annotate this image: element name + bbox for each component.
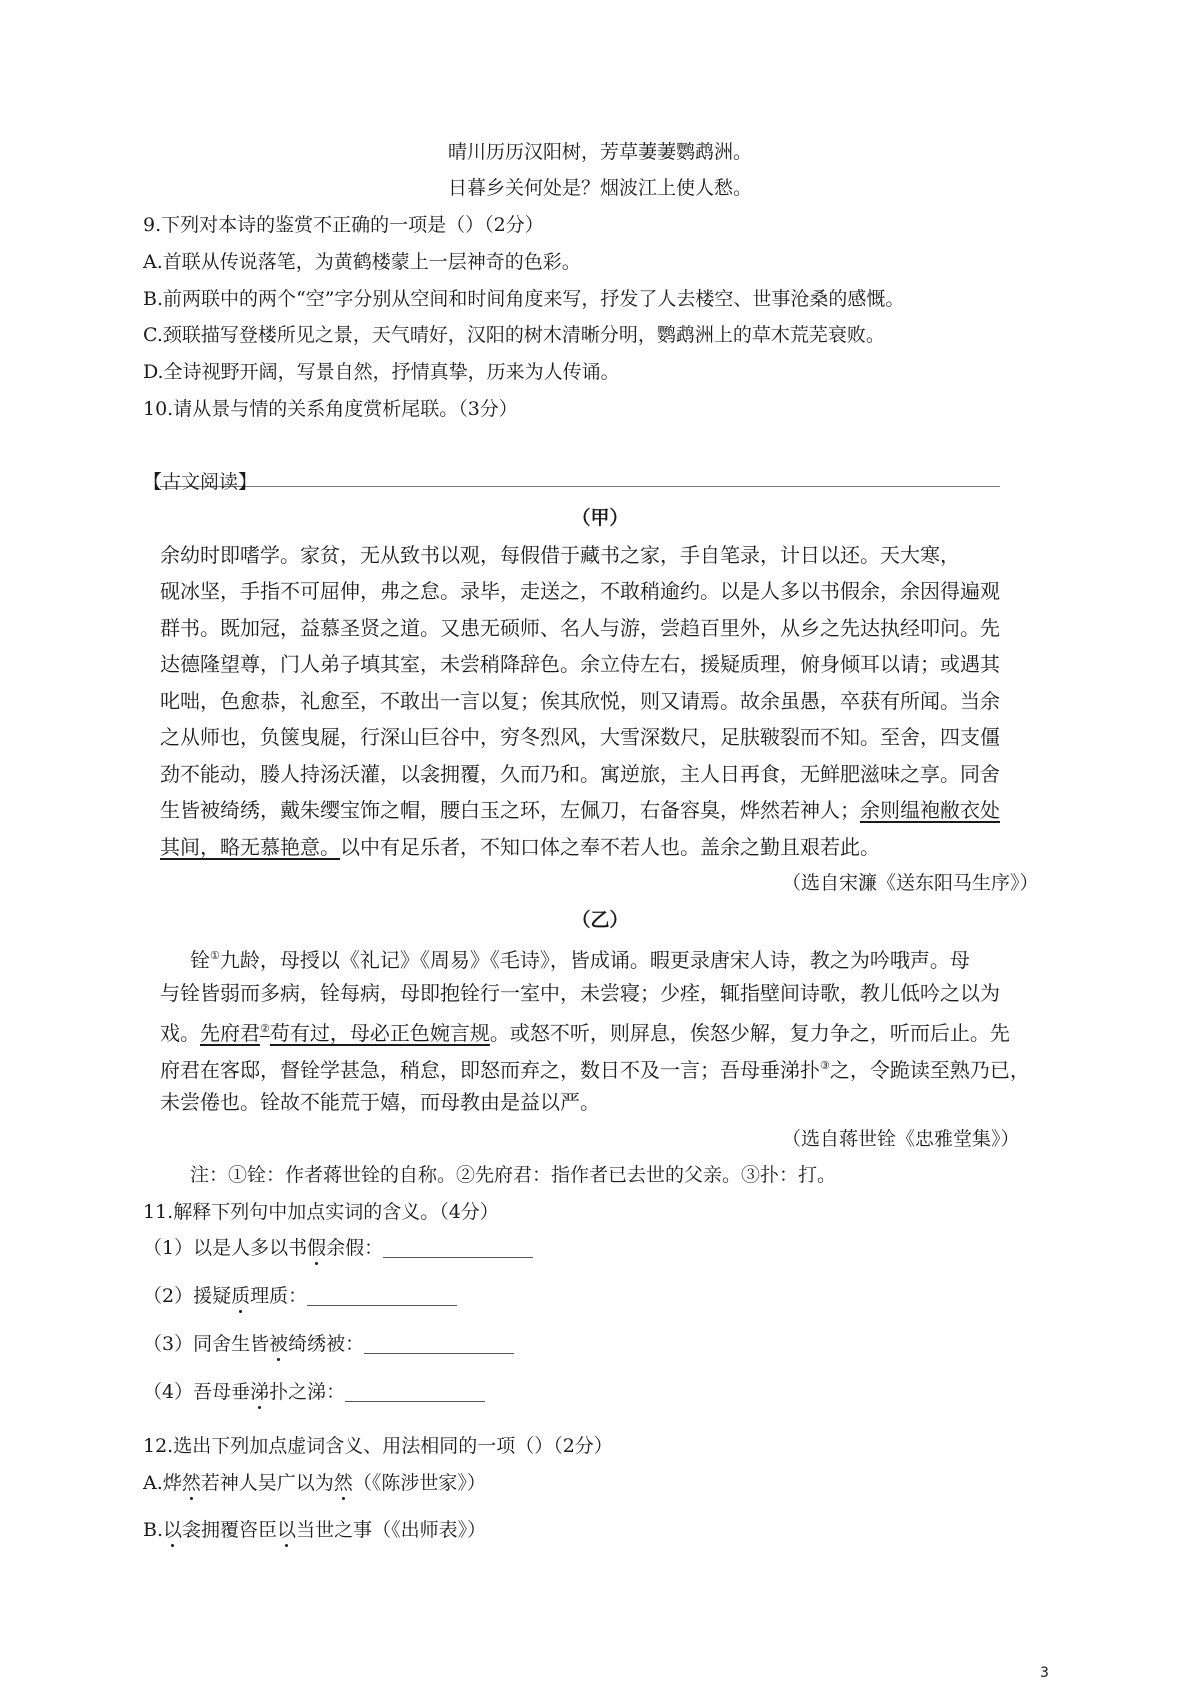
jia-line: 之从师也，负箧曳屣，行深山巨谷中，穷冬烈风，大雪深数尺，足肤皲裂而不知。至舍，四支僵 [160,725,1000,749]
yi-line [190,943,970,973]
q12-option-text: （《陈涉世家》） [352,1472,486,1494]
q11-item-answer-label: 假： [345,1237,384,1259]
jia-source: （选自宋濂《送东阳马生序》） [782,872,1039,894]
q9-stem: 9.下列对本诗的鉴赏不正确的一项是（）（2分） [143,214,544,236]
jia-line: 劲不能动，媵人持汤沃灌，以衾拥覆，久而乃和。寓逆旅，主人日再食，无鲜肥滋味之享。同舍 [160,762,1000,786]
yi-line [160,1016,1010,1046]
jia-line-underlined [160,797,1000,823]
yi-l3-underlined-1: 先府君 [200,1021,260,1045]
dotted-word: 涕 [250,1381,270,1403]
yi-source: （选自蒋世铨《忠雅堂集》） [782,1128,1020,1150]
q9-option-c: C.颈联描写登楼所见之景，天气晴好，汉阳的树木清晰分明，鹦鹉洲上的草木荒芜衰败。 [143,324,885,346]
q12-option-a [143,1470,486,1496]
q9-option-d: D.全诗视野开阔，写景自然，抒情真挚，历来为人传诵。 [143,361,620,383]
q11-item [143,1331,514,1357]
yi-l1-b: 九龄，母授以《礼记》《周易》《毛诗》，皆成诵。暇更录唐宋人诗，教之为吟哦声。母 [219,948,970,972]
q12-option-text: 当世之事（《出师表》） [296,1519,487,1541]
q11-item-answer-label: 被： [326,1333,365,1355]
dotted-word: 被 [269,1333,289,1355]
q12-option-text: A.烨 [143,1472,182,1494]
q11-item-answer-label: 涕： [307,1381,346,1403]
q11-item-text: （3）同舍生皆 [143,1333,270,1355]
yi-line: 未尝倦也。铨故不能荒于嬉，而母教由是益以严。 [160,1090,600,1114]
yi-l3-b: 。或怒不听，则屏息，俟怒少解，复力争之，听而后止。先 [489,1021,1010,1045]
q11-item-text: （1）以是人多以书 [143,1237,308,1259]
answer-blank[interactable] [364,1333,514,1354]
q11-item-text: （2）援疑 [143,1285,232,1307]
q11-item-text: 扑之 [269,1381,308,1403]
footnote-marker: ② [260,1022,270,1035]
yi-l4-a: 府君在客邸，督铨学甚急，稍怠，即怒而弃之，数日不及一言；吾母垂涕扑 [160,1058,820,1082]
dotted-word: 质 [231,1285,251,1307]
jia-line: 砚冰坚，手指不可屈伸，弗之怠。录毕，走送之，不敢稍逾约。以是人多以书假余，余因得遍观 [160,579,1000,603]
passage-yi-heading: （乙） [571,909,629,931]
poem-line-2: 日暮乡关何处是？烟波江上使人愁。 [447,177,752,199]
answer-blank[interactable] [383,1237,533,1258]
q11-item-text: 理 [250,1285,270,1307]
q11-stem: 11.解释下列句中加点实词的含义。（4分） [143,1201,499,1223]
dotted-word: 假 [307,1237,327,1259]
jia-line9-underlined: 其间，略无慕艳意。 [160,835,340,859]
q11-item-text: （4）吾母垂 [143,1381,251,1403]
q11-item [143,1235,533,1261]
yi-l3-a: 戏。 [160,1021,200,1045]
yi-l1-a: 铨 [190,948,210,972]
dotted-word: 以 [163,1519,183,1541]
yi-l3-underlined-2: 苟有过，母必正色婉言规 [269,1021,490,1045]
jia-line8-underlined: 余则缊袍敝衣处 [860,798,1000,822]
q12-option-text: 衾拥覆咨臣 [182,1519,278,1541]
jia-line: 余幼时即嗜学。家贫，无从致书以观，每假借于藏书之家，手自笔录，计日以还。天大寒， [160,543,960,567]
yi-l4-b: 之，令跪读至熟乃已， [829,1058,1030,1082]
answer-blank[interactable] [345,1381,485,1402]
q9-option-a: A.首联从传说落笔，为黄鹤楼蒙上一层神奇的色彩。 [143,251,581,273]
footnotes: 注：①铨：作者蒋世铨的自称。②先府君：指作者已去世的父亲。③扑：打。 [190,1164,837,1186]
q12-option-b [143,1517,486,1543]
q9-option-b: B.前两联中的两个“空”字分别从空间和时间角度来写，抒发了人去楼空、世事沧桑的感慨。 [143,288,905,310]
dotted-word: 然 [181,1472,201,1494]
answer-blank[interactable] [307,1285,457,1306]
q11-item [143,1379,485,1405]
footnote-marker: ③ [820,1059,830,1072]
q12-stem: 12.选出下列加点虚词含义、用法相同的一项（）（2分） [143,1435,613,1457]
footnote-marker: ① [210,949,220,962]
yi-line [160,1053,1030,1083]
q11-item-text: 绮绣 [288,1333,327,1355]
section-title: 【古文阅读】 [143,471,258,493]
q11-item-text: 余 [326,1237,346,1259]
poem-line-1: 晴川历历汉阳树，芳草萋萋鹦鹉洲。 [447,141,752,163]
dotted-word: 以 [277,1519,297,1541]
jia-line: 达德隆望尊，门人弟子填其室，未尝稍降辞色。余立侍左右，援疑质理，俯身倾耳以请；或遇其 [160,652,1000,676]
jia-line: 群书。既加冠，益慕圣贤之道。又患无硕师、名人与游，尝趋百里外，从乡之先达执经叩问。先 [160,616,1000,640]
jia-line9-plain: 以中有足乐者，不知口体之奉不若人也。盖余之勤且艰若此。 [340,835,880,859]
jia-line: 叱咄，色愈恭，礼愈至，不敢出一言以复；俟其欣悦，则又请焉。故余虽愚，卒获有所闻。当余 [160,689,1000,713]
q12-option-text: B. [143,1519,164,1541]
q12-option-text: 若神人吴广以为 [200,1472,334,1494]
passage-jia-heading: （甲） [571,507,629,529]
q10-stem: 10.请从景与情的关系角度赏析尾联。（3分） [143,398,518,420]
dotted-word: 然 [333,1472,353,1494]
yi-line: 与铨皆弱而多病，铨每病，母即抱铨行一室中，未尝寝；少痊，辄指壁间诗歌，教儿低吟之以为 [160,981,1000,1005]
q11-item [143,1283,457,1309]
page-number: 3 [1040,1665,1049,1681]
answer-line-q10 [160,486,1000,487]
q11-item-answer-label: 质： [269,1285,308,1307]
jia-line-underlined [160,834,880,860]
jia-line8-plain: 生皆被绮绣，戴朱缨宝饰之帽，腰白玉之环，左佩刀，右备容臭，烨然若神人； [160,798,860,822]
